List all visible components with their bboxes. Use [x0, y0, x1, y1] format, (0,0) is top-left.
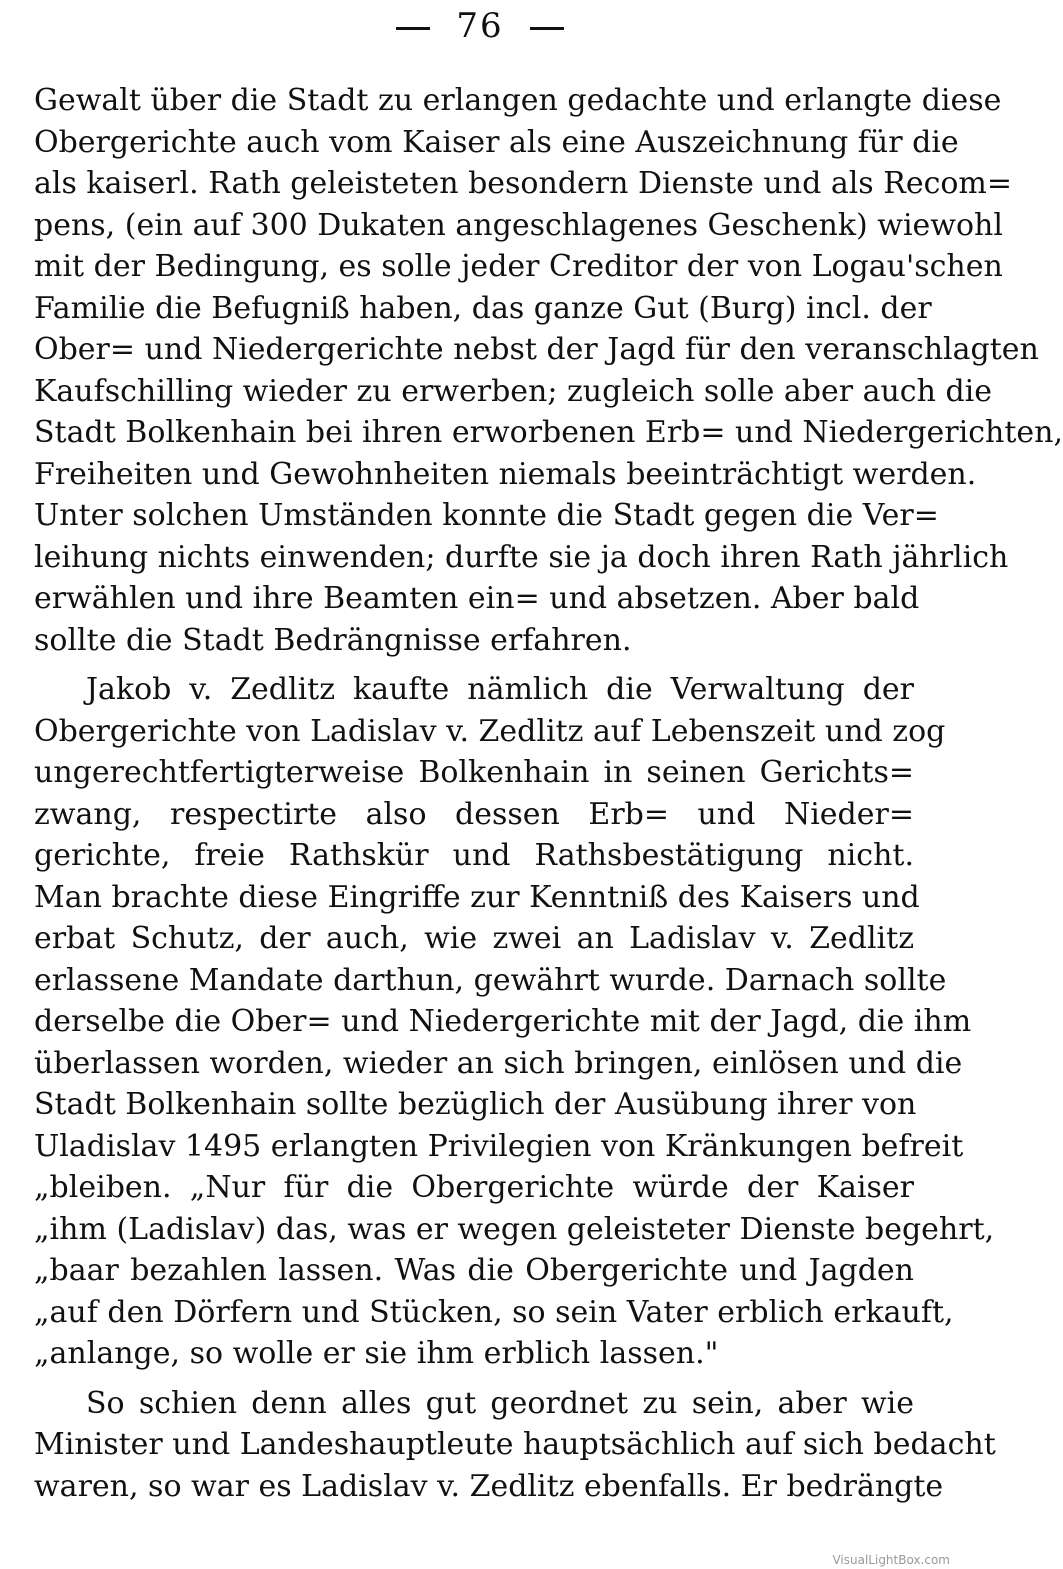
page-number-text: 76: [456, 6, 504, 46]
text-line: Man brachte diese Eingriffe zur Kenntniß des Kaisers und: [34, 879, 920, 915]
paragraph-3: [34, 1383, 996, 1508]
paragraph-1: [34, 80, 1063, 661]
watermark: VisualLightBox.com: [832, 1553, 950, 1567]
text-line: „auf den Dörfern und Stücken, so sein Vater erblich erkauft,: [34, 1294, 954, 1330]
text-line: Obergerichte von Ladislav v. Zedlitz auf Lebenszeit und zog: [34, 713, 946, 749]
page-number: [0, 6, 960, 46]
text-line: Familie die Befugniß haben, das ganze Gut (Burg) incl. der: [34, 290, 932, 326]
text-line: mit der Bedingung, es solle jeder Creditor der von Logau'schen: [34, 249, 1003, 284]
text-line: als kaiserl. Rath geleisteten besondern Dienste und als Recom=: [34, 166, 1013, 201]
paragraph-2: [34, 669, 995, 1375]
left-dash: [396, 27, 430, 30]
text-line: waren, so war es Ladislav v. Zedlitz ebenfalls. Er bedrängte: [34, 1468, 944, 1504]
text-line: „ihm (Ladislav) das, was er wegen geleisteter Dienste begehrt,: [34, 1211, 995, 1247]
text-line: erwählen und ihre Beamten ein= und absetzen. Aber bald: [34, 581, 920, 616]
text-line: überlassen worden, wieder an sich bringen, einlösen und die: [34, 1045, 963, 1081]
right-dash: [530, 27, 564, 30]
text-line: „anlange, so wolle er sie ihm erblich lassen.": [34, 1336, 719, 1371]
text-line: Obergerichte auch vom Kaiser als eine Auszeichnung für die: [34, 124, 959, 160]
text-line: sollte die Stadt Bedrängnisse erfahren.: [34, 622, 632, 658]
text-line: Stadt Bolkenhain sollte bezüglich der Ausübung ihrer von: [34, 1087, 917, 1122]
text-line: derselbe die Ober= und Niedergerichte mit der Jagd, die ihm: [34, 1004, 972, 1039]
text-line: erlassene Mandate darthun, gewährt wurde. Darnach sollte: [34, 962, 947, 998]
paragraph-gap: [34, 1375, 914, 1383]
text-line: Ober= und Niedergerichte nebst der Jagd für den veranschlagten: [34, 332, 1039, 367]
text-line: Kaufschilling wieder zu erwerben; zugleich solle aber auch die: [34, 373, 993, 409]
text-line: ungerechtfertigterweise Bolkenhain in seinen Gerichts=: [34, 755, 914, 790]
text-line: Unter solchen Umständen konnte die Stadt gegen die Ver=: [34, 498, 939, 533]
text-line: „baar bezahlen lassen. Was die Obergerichte und Jagden: [34, 1253, 914, 1288]
text-line: Freiheiten und Gewohnheiten niemals beeinträchtigt werden.: [34, 456, 977, 492]
text-line: Gewalt über die Stadt zu erlangen gedachte und erlangte diese: [34, 83, 1002, 118]
text-line: erbat Schutz, der auch, wie zwei an Ladislav v. Zedlitz: [34, 921, 914, 956]
text-line: pens, (ein auf 300 Dukaten angeschlagenes Geschenk) wiewohl: [34, 207, 1003, 243]
body-text: [34, 80, 1063, 1507]
text-line: gerichte, freie Rathskür und Rathsbestätigung nicht.: [34, 838, 914, 873]
text-line: Jakob v. Zedlitz kaufte nämlich die Verwaltung der: [86, 672, 914, 707]
text-line: Uladislav 1495 erlangten Privilegien von Kränkungen befreit: [34, 1128, 964, 1164]
text-line: „bleiben. „Nur für die Obergerichte würde der Kaiser: [34, 1170, 914, 1205]
text-line: leihung nichts einwenden; durfte sie ja doch ihren Rath jährlich: [34, 539, 1009, 575]
text-line: So schien denn alles gut geordnet zu sein, aber wie: [86, 1385, 914, 1421]
text-line: zwang, respectirte also dessen Erb= und Nieder=: [34, 796, 914, 832]
text-line: Minister und Landeshauptleute hauptsächlich auf sich bedacht: [34, 1427, 996, 1462]
text-line: Stadt Bolkenhain bei ihren erworbenen Erb= und Niedergerichten,: [34, 415, 1063, 450]
paragraph-gap: [34, 661, 914, 669]
